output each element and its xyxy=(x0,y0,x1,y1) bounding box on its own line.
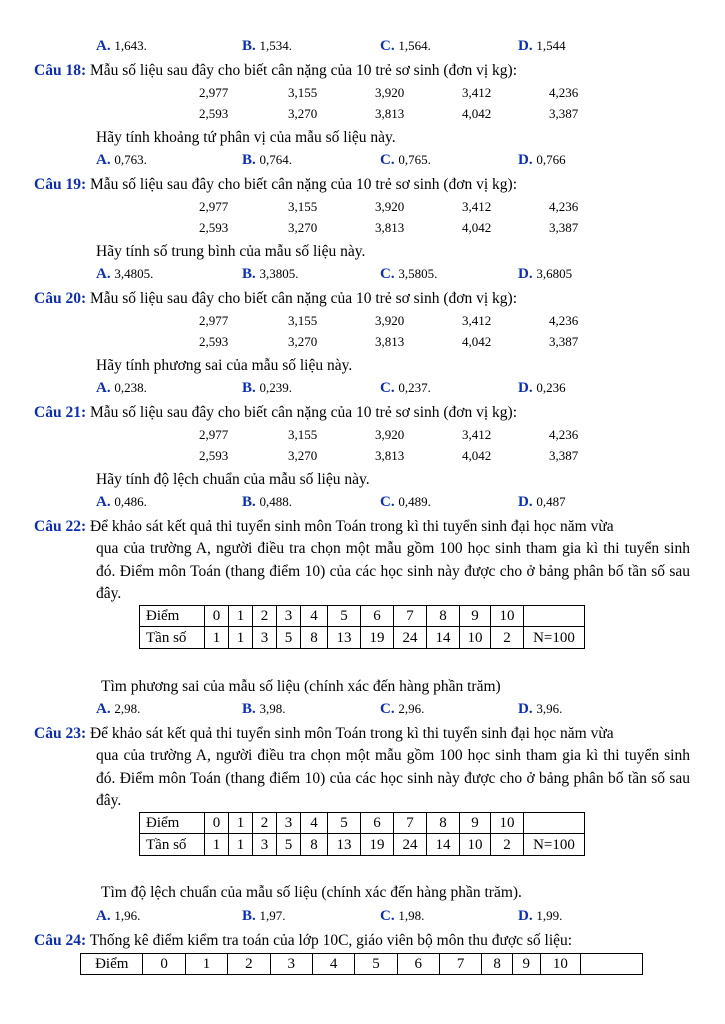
table-cell: 5 xyxy=(355,954,397,975)
table-cell: 7 xyxy=(394,813,427,834)
question-number: Câu 24: xyxy=(34,932,87,949)
data-value: 3,813 xyxy=(375,220,405,235)
data-value: 4,042 xyxy=(462,448,492,463)
option-value: 1,544 xyxy=(536,38,566,53)
option-value: 0,237. xyxy=(398,380,431,395)
q20-option-b xyxy=(242,378,292,398)
frequency-table xyxy=(139,605,585,649)
question-header xyxy=(34,724,614,744)
table-cell: 2 xyxy=(491,627,524,649)
table-cell: 10 xyxy=(460,627,491,649)
data-value: 4,236 xyxy=(549,427,579,442)
question-prompt: Hãy tính số trung bình của mẫu số liệu này. xyxy=(96,243,366,260)
data-value: 3,387 xyxy=(549,220,579,235)
option-letter: B. xyxy=(242,152,256,168)
table-row xyxy=(140,606,585,627)
option-letter: B. xyxy=(242,494,256,510)
option-letter: D. xyxy=(518,266,533,282)
q18-option-a xyxy=(96,150,147,170)
table-cell: 9 xyxy=(460,606,491,627)
data-value: 2,593 xyxy=(199,106,229,121)
q18-option-b xyxy=(242,150,292,170)
option-letter: C. xyxy=(380,38,395,54)
table-cell: 7 xyxy=(439,954,481,975)
data-value: 3,387 xyxy=(549,106,579,121)
question-number: Câu 23: xyxy=(34,725,87,742)
table-cell: 19 xyxy=(361,627,394,649)
data-value: 4,236 xyxy=(549,313,579,328)
option-letter: C. xyxy=(380,701,395,717)
data-value: 2,593 xyxy=(199,448,229,463)
q23-option-b xyxy=(242,906,286,926)
q21-option-d xyxy=(518,492,566,512)
option-value: 0,766 xyxy=(536,152,566,167)
table-cell: 1 xyxy=(229,606,253,627)
data-value: 2,593 xyxy=(199,220,229,235)
table-cell: 3 xyxy=(253,834,277,856)
frequency-table xyxy=(139,812,585,856)
q23-option-c xyxy=(380,906,424,926)
q21-option-b xyxy=(242,492,292,512)
question-header xyxy=(34,61,517,81)
table-row xyxy=(140,627,585,649)
question-text: Mẫu số liệu sau đây cho biết cân nặng của 10 trẻ sơ sinh (đơn vị kg): xyxy=(89,404,518,421)
option-letter: B. xyxy=(242,908,256,924)
table-cell: 3 xyxy=(253,627,277,649)
data-value: 3,270 xyxy=(288,106,318,121)
question-prompt: Hãy tính phương sai của mẫu số liệu này. xyxy=(96,357,353,374)
question-header xyxy=(34,175,517,195)
option-value: 0,238. xyxy=(114,380,147,395)
table-header: Điểm xyxy=(81,954,143,975)
table-row xyxy=(140,834,585,856)
data-value: 3,920 xyxy=(375,199,405,214)
table-cell: 3 xyxy=(270,954,312,975)
table-cell: 8 xyxy=(482,954,513,975)
question-text: Để khảo sát kết quả thi tuyển sinh môn Toán trong kì thi tuyển sinh đại học năm vừa xyxy=(89,518,614,535)
q22-option-a xyxy=(96,699,140,719)
option-value: 2,96. xyxy=(398,701,425,716)
table-cell: 2 xyxy=(253,813,277,834)
table-cell: 10 xyxy=(540,954,581,975)
data-value: 4,236 xyxy=(549,199,579,214)
question-prompt: Tìm phương sai của mẫu số liệu (chính xác đến hàng phần trăm) xyxy=(101,678,501,695)
q20-option-c xyxy=(380,378,431,398)
data-value: 3,412 xyxy=(462,199,492,214)
q22-option-b xyxy=(242,699,286,719)
table-cell: 2 xyxy=(253,606,277,627)
score-table xyxy=(80,953,643,975)
option-letter: A. xyxy=(96,38,111,54)
question-prompt: Tìm độ lệch chuẩn của mẫu số liệu (chính xác đến hàng phần trăm). xyxy=(101,884,522,901)
option-value: 1,564. xyxy=(398,38,431,53)
table-header: Tần số xyxy=(140,627,205,649)
option-letter: A. xyxy=(96,152,111,168)
question-text: Để khảo sát kết quả thi tuyển sinh môn Toán trong kì thi tuyển sinh đại học năm vừa xyxy=(89,725,614,742)
option-value: 0,488. xyxy=(259,494,293,509)
table-total: N=100 xyxy=(524,834,585,856)
q19-option-c xyxy=(380,264,437,284)
question-text: Mẫu số liệu sau đây cho biết cân nặng của 10 trẻ sơ sinh (đơn vị kg): xyxy=(89,62,518,79)
option-value: 2,98. xyxy=(114,701,141,716)
q20-option-d xyxy=(518,378,566,398)
data-value: 2,977 xyxy=(199,85,229,100)
table-cell-empty xyxy=(581,954,643,975)
option-letter: A. xyxy=(96,380,111,396)
table-cell-empty xyxy=(524,606,585,627)
option-value: 1,97. xyxy=(259,908,286,923)
question-header xyxy=(34,931,572,951)
table-cell: 3 xyxy=(277,813,301,834)
question-number: Câu 19: xyxy=(34,176,87,193)
option-letter: C. xyxy=(380,494,395,510)
option-value: 1,99. xyxy=(536,908,563,923)
option-letter: C. xyxy=(380,380,395,396)
option-letter: D. xyxy=(518,380,533,396)
option-letter: A. xyxy=(96,701,111,717)
q23-option-a xyxy=(96,906,140,926)
table-cell: 5 xyxy=(328,606,361,627)
q20-option-a xyxy=(96,378,147,398)
q19-option-d xyxy=(518,264,572,284)
table-cell: 0 xyxy=(143,954,185,975)
data-value: 3,270 xyxy=(288,448,318,463)
table-total: N=100 xyxy=(524,627,585,649)
option-value: 3,6805 xyxy=(536,266,573,281)
table-row xyxy=(81,954,643,975)
data-value: 3,155 xyxy=(288,313,318,328)
option-letter: B. xyxy=(242,38,256,54)
q21-option-a xyxy=(96,492,147,512)
option-value: 0,764. xyxy=(259,152,293,167)
q17-option-d xyxy=(518,36,566,56)
table-cell: 19 xyxy=(361,834,394,856)
table-cell: 1 xyxy=(185,954,227,975)
table-cell: 6 xyxy=(361,606,394,627)
table-cell: 0 xyxy=(205,813,229,834)
data-value: 3,920 xyxy=(375,85,405,100)
option-value: 0,763. xyxy=(114,152,147,167)
question-prompt: Hãy tính khoảng tứ phân vị của mẫu số liệu này. xyxy=(96,129,396,146)
option-letter: D. xyxy=(518,908,533,924)
data-value: 3,270 xyxy=(288,334,318,349)
data-value: 3,387 xyxy=(549,334,579,349)
table-cell: 4 xyxy=(312,954,354,975)
table-header: Tần số xyxy=(140,834,205,856)
table-cell: 2 xyxy=(228,954,270,975)
option-value: 0,489. xyxy=(398,494,431,509)
table-cell: 2 xyxy=(491,834,524,856)
data-value: 3,813 xyxy=(375,448,405,463)
table-cell: 5 xyxy=(277,834,301,856)
option-value: 1,98. xyxy=(398,908,425,923)
question-header xyxy=(34,403,517,423)
question-prompt: Hãy tính độ lệch chuẩn của mẫu số liệu này. xyxy=(96,471,370,488)
data-value: 4,042 xyxy=(462,334,492,349)
table-cell: 8 xyxy=(301,834,328,856)
option-value: 1,643. xyxy=(114,38,147,53)
option-value: 3,98. xyxy=(259,701,286,716)
question-text-continued: qua của trường A, người điều tra chọn một mẫu gồm 100 học sinh tham gia kì thi tuyển sinh đó. Điểm môn Toán (thang điểm 10) của các học sinh này được cho ở bảng phân bố tần số sau đây. xyxy=(96,540,690,603)
option-letter: D. xyxy=(518,38,533,54)
q21-option-c xyxy=(380,492,431,512)
question-number: Câu 18: xyxy=(34,62,87,79)
data-value: 3,920 xyxy=(375,427,405,442)
question-text: Thống kê điểm kiểm tra toán của lớp 10C, giáo viên bộ môn thu được số liệu: xyxy=(89,932,573,949)
q17-option-b xyxy=(242,36,292,56)
option-letter: B. xyxy=(242,701,256,717)
data-value: 2,593 xyxy=(199,334,229,349)
q23-option-d xyxy=(518,906,562,926)
table-cell: 1 xyxy=(229,813,253,834)
table-cell: 13 xyxy=(328,834,361,856)
option-letter: C. xyxy=(380,266,395,282)
question-text-continued: qua của trường A, người điều tra chọn một mẫu gồm 100 học sinh tham gia kì thi tuyển sinh đó. Điểm môn Toán (thang điểm 10) của các học sinh này được cho ở bảng phân bố tần số sau đây. xyxy=(96,747,690,810)
data-value: 3,920 xyxy=(375,313,405,328)
table-cell: 3 xyxy=(277,606,301,627)
table-cell: 10 xyxy=(460,834,491,856)
q18-option-d xyxy=(518,150,566,170)
question-header xyxy=(34,289,517,309)
option-letter: A. xyxy=(96,908,111,924)
option-value: 3,3805. xyxy=(259,266,299,281)
option-letter: A. xyxy=(96,494,111,510)
data-value: 3,412 xyxy=(462,427,492,442)
data-value: 4,042 xyxy=(462,106,492,121)
table-cell: 4 xyxy=(301,606,328,627)
question-text: Mẫu số liệu sau đây cho biết cân nặng của 10 trẻ sơ sinh (đơn vị kg): xyxy=(89,176,518,193)
option-value: 1,534. xyxy=(259,38,293,53)
data-value: 3,813 xyxy=(375,106,405,121)
option-letter: D. xyxy=(518,494,533,510)
q19-option-b xyxy=(242,264,299,284)
option-letter: C. xyxy=(380,152,395,168)
data-value: 2,977 xyxy=(199,199,229,214)
data-value: 3,270 xyxy=(288,220,318,235)
table-cell: 0 xyxy=(205,606,229,627)
table-cell: 14 xyxy=(427,834,460,856)
table-cell: 1 xyxy=(205,627,229,649)
data-value: 3,412 xyxy=(462,313,492,328)
question-number: Câu 20: xyxy=(34,290,87,307)
data-value: 3,387 xyxy=(549,448,579,463)
question-text: Mẫu số liệu sau đây cho biết cân nặng của 10 trẻ sơ sinh (đơn vị kg): xyxy=(89,290,518,307)
table-cell: 6 xyxy=(397,954,439,975)
table-cell: 24 xyxy=(394,834,427,856)
option-value: 0,236 xyxy=(536,380,566,395)
option-value: 3,4805. xyxy=(114,266,154,281)
table-cell: 7 xyxy=(394,606,427,627)
table-cell: 8 xyxy=(301,627,328,649)
table-cell: 1 xyxy=(229,834,253,856)
table-cell: 1 xyxy=(229,627,253,649)
option-value: 3,96. xyxy=(536,701,563,716)
table-row xyxy=(140,813,585,834)
option-value: 0,487 xyxy=(536,494,566,509)
option-letter: C. xyxy=(380,908,395,924)
data-value: 3,813 xyxy=(375,334,405,349)
data-value: 3,155 xyxy=(288,85,318,100)
data-value: 3,155 xyxy=(288,427,318,442)
table-cell: 13 xyxy=(328,627,361,649)
option-letter: D. xyxy=(518,152,533,168)
option-letter: A. xyxy=(96,266,111,282)
option-value: 0,239. xyxy=(259,380,293,395)
question-number: Câu 22: xyxy=(34,518,87,535)
data-value: 3,412 xyxy=(462,85,492,100)
table-cell-empty xyxy=(524,813,585,834)
data-value: 4,042 xyxy=(462,220,492,235)
table-cell: 14 xyxy=(427,627,460,649)
table-cell: 1 xyxy=(205,834,229,856)
q18-option-c xyxy=(380,150,431,170)
q19-option-a xyxy=(96,264,153,284)
option-value: 0,765. xyxy=(398,152,431,167)
option-value: 1,96. xyxy=(114,908,141,923)
question-number: Câu 21: xyxy=(34,404,87,421)
option-letter: B. xyxy=(242,380,256,396)
table-cell: 10 xyxy=(491,813,524,834)
table-header: Điểm xyxy=(140,606,205,627)
q22-option-d xyxy=(518,699,562,719)
option-value: 0,486. xyxy=(114,494,147,509)
table-cell: 8 xyxy=(427,606,460,627)
data-value: 2,977 xyxy=(199,427,229,442)
table-cell: 8 xyxy=(427,813,460,834)
table-cell: 10 xyxy=(491,606,524,627)
question-header xyxy=(34,517,614,537)
data-value: 4,236 xyxy=(549,85,579,100)
table-cell: 4 xyxy=(301,813,328,834)
option-letter: B. xyxy=(242,266,256,282)
table-cell: 9 xyxy=(512,954,540,975)
table-cell: 6 xyxy=(361,813,394,834)
option-letter: D. xyxy=(518,701,533,717)
table-header: Điểm xyxy=(140,813,205,834)
option-value: 3,5805. xyxy=(398,266,438,281)
q17-option-c xyxy=(380,36,431,56)
data-value: 2,977 xyxy=(199,313,229,328)
q17-option-a xyxy=(96,36,147,56)
data-value: 3,155 xyxy=(288,199,318,214)
table-cell: 9 xyxy=(460,813,491,834)
q22-option-c xyxy=(380,699,424,719)
table-cell: 5 xyxy=(277,627,301,649)
table-cell: 5 xyxy=(328,813,361,834)
table-cell: 24 xyxy=(394,627,427,649)
